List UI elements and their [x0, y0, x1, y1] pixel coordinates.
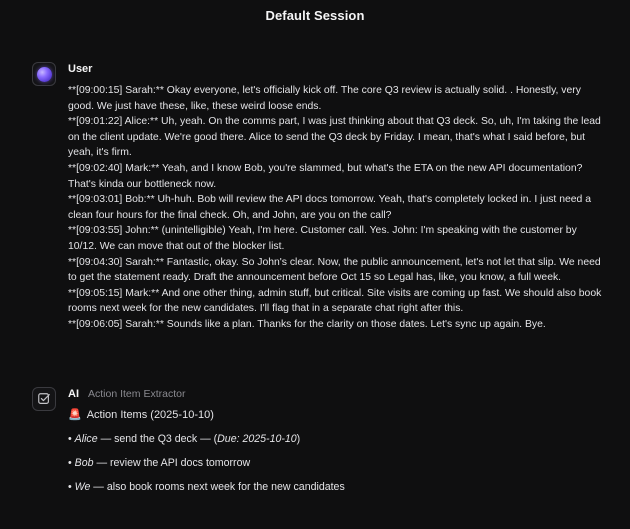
ai-avatar	[32, 387, 56, 411]
siren-icon: 🚨	[68, 409, 82, 421]
action-item-owner: Alice	[74, 433, 98, 445]
action-item: • We — also book rooms next week for the new candidates	[68, 481, 345, 493]
action-item-task: — also book rooms next week for the new candidates	[90, 481, 345, 493]
ai-role-label: AI	[68, 388, 79, 400]
transcript	[68, 83, 608, 333]
session-header	[0, 0, 630, 30]
ai-message-content	[68, 385, 608, 495]
transcript-line: **[09:02:40] Mark:** Yeah, and I know Bob, you're slammed, but what's the ETA on the new API documentation? That's kinda our bottleneck now.	[68, 162, 583, 190]
transcript-line: **[09:03:55] John:** (unintelligible) Yeah, I'm here. Customer call. Yes. John: I'm speaking with the customer by 10/12. We can move that out of the blocker list.	[68, 225, 577, 252]
user-avatar	[32, 62, 56, 86]
action-item-task: — send the Q3 deck — (	[97, 433, 218, 445]
action-items-heading	[68, 407, 608, 423]
user-message-content	[68, 60, 608, 333]
action-items-title: Action Items (2025-10-10)	[86, 409, 214, 421]
orb-icon	[37, 67, 52, 82]
action-item-task: — review the API docs tomorrow	[93, 457, 251, 469]
action-item-owner: Bob	[74, 457, 94, 469]
transcript-line: **[09:05:15] Mark:** And one other thing, admin stuff, but critical. Site visits are coming up fast. We should also book rooms next week for the new candidates. I'll flag that in a separate chat right after this.	[68, 287, 602, 315]
transcript-line: **[09:06:05] Sarah:** Sounds like a plan. Thanks for the clarity on those dates. Let's sync up again. Bye.	[68, 318, 546, 330]
transcript-line: **[09:04:30] Sarah:** Fantastic, okay. So John's clear. Now, the public announcement, let's not let that slip. We need to get the statement ready. Draft the announcement before Oct 15 so Legal has, like, you know, a full week.	[68, 256, 601, 284]
session-title: Default Session	[265, 7, 365, 23]
ai-role-row	[68, 385, 608, 403]
ai-message	[32, 385, 608, 495]
agent-name: Action Item Extractor	[88, 388, 186, 400]
action-item: • Alice — send the Q3 deck — (Due: 2025-10-10)	[68, 433, 301, 445]
transcript-line: **[09:00:15] Sarah:** Okay everyone, let's officially kick off. The core Q3 review is actually solid. . Honestly, very good. We just have these, like, these weird loose ends.	[68, 85, 581, 112]
transcript-line: **[09:03:01] Bob:** Uh-huh. Bob will review the API docs tomorrow. Yeah, that's completely locked in. I just need a clean four hours for the final check. Oh, and John, are you on the call?	[68, 194, 591, 221]
action-item-close: )	[296, 433, 301, 445]
action-item: • Bob — review the API docs tomorrow	[68, 457, 251, 469]
action-item-due: Due: 2025-10-10	[217, 433, 297, 445]
action-item-owner: We	[74, 481, 91, 493]
transcript-line: **[09:01:22] Alice:** Uh, yeah. On the comms part, I was just thinking about that Q3 deck. So, uh, I'm taking the lead on the client update. We're good there. Alice to send the Q3 deck by Friday. I mean, that's what I said before, but yeah, it's firm.	[68, 116, 601, 159]
user-message	[32, 60, 608, 333]
user-role-label: User	[68, 63, 93, 75]
checkbox-check-icon	[37, 392, 51, 406]
